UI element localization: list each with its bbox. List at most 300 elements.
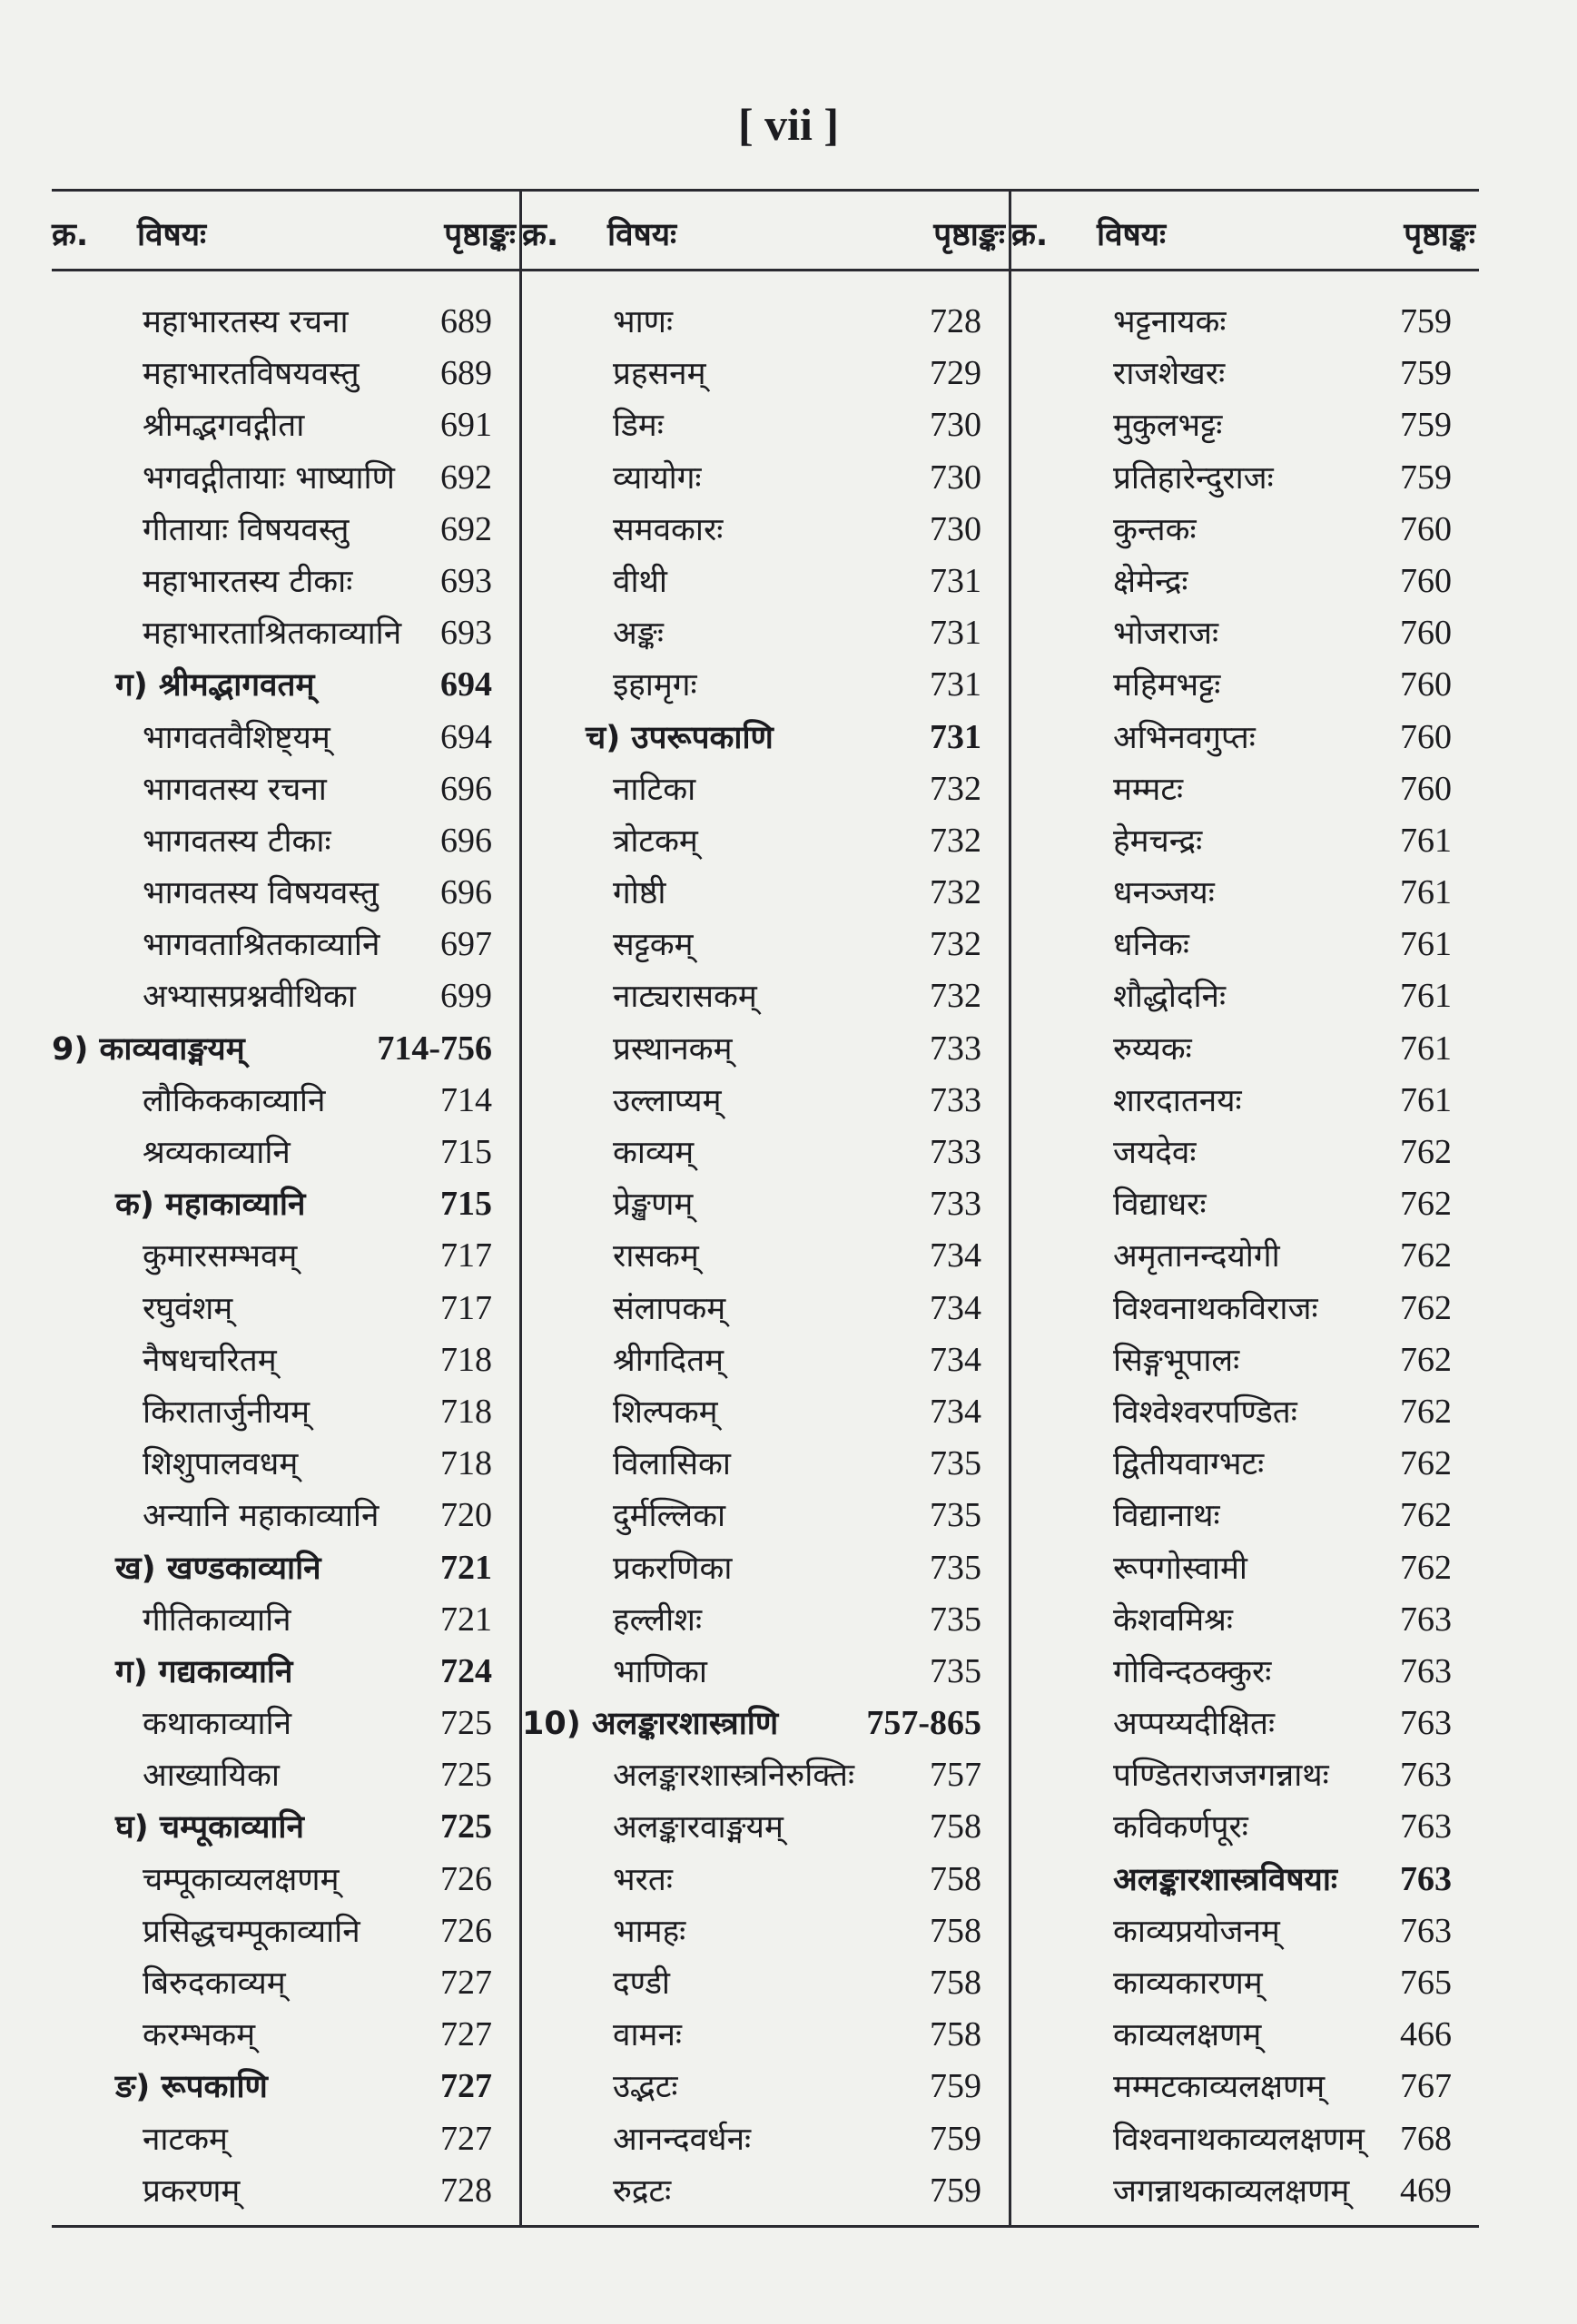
entry-page-number: 761	[1400, 1080, 1452, 1119]
index-entry	[1011, 1228, 1479, 1280]
entry-subject: मम्मटकाव्यलक्षणम्	[1113, 2069, 1326, 2106]
index-entry	[1011, 1488, 1479, 1540]
entry-subject: सिङ्गभूपालः	[1113, 1342, 1240, 1379]
entry-subject: हल्लीशः	[613, 1601, 703, 1639]
section-heading-row	[52, 657, 519, 709]
entry-page-number: 762	[1400, 1288, 1452, 1327]
entry-subject: भोजराजः	[1113, 615, 1219, 653]
entry-page-number: 734	[930, 1288, 981, 1327]
entry-subject: धनञ्जयः	[1113, 875, 1215, 912]
index-entry	[1011, 2163, 1479, 2215]
entry-page-number: 732	[930, 821, 981, 860]
index-entry	[52, 2163, 519, 2215]
entry-page-number: 760	[1400, 717, 1452, 756]
index-entry	[522, 346, 1009, 398]
entry-subject: विश्वनाथकाव्यलक्षणम्	[1113, 2121, 1365, 2158]
index-entry	[1011, 398, 1479, 449]
entry-page-number: 693	[440, 561, 492, 600]
entry-subject: व्यायोगः	[613, 459, 702, 497]
entry-page-number: 731	[930, 561, 981, 600]
entry-subject: भागवतस्य रचना	[143, 771, 327, 808]
index-column-3	[1011, 189, 1479, 2215]
index-entry	[522, 2059, 1009, 2111]
entry-subject: अमृतानन्दयोगी	[1113, 1238, 1280, 1275]
entry-page-number: 727	[440, 1964, 492, 2002]
entry-subject: अभिनवगुप्तः	[1113, 719, 1256, 756]
section-heading-row	[52, 2059, 519, 2111]
entry-page-number: 762	[1400, 1496, 1452, 1535]
entry-subject: ग) गद्यकाव्यानि	[115, 1653, 293, 1690]
entry-page-number: 718	[440, 1444, 492, 1483]
header-serial: क्र.	[1011, 217, 1049, 253]
index-entry	[52, 1852, 519, 1904]
index-entry	[522, 1333, 1009, 1384]
entry-subject: चम्पूकाव्यलक्षणम्	[143, 1861, 340, 1898]
header-serial: क्र.	[522, 217, 559, 253]
entry-page-number: 732	[930, 873, 981, 912]
index-entry	[52, 1125, 519, 1177]
entry-subject: विश्वनाथकविराजः	[1113, 1290, 1318, 1327]
entry-subject: कुमारसम्भवम्	[143, 1238, 298, 1275]
entry-page-number: 731	[930, 717, 981, 756]
entry-subject: प्रस्थानकम्	[613, 1030, 733, 1068]
entry-subject: महाभारताश्रितकाव्यानि	[143, 615, 402, 653]
entry-subject: जयदेवः	[1113, 1135, 1197, 1171]
index-entry	[52, 865, 519, 917]
header-subject: विषयः	[607, 217, 677, 253]
entry-page-number: 715	[440, 1133, 492, 1171]
entry-page-number: 761	[1400, 925, 1452, 964]
entry-subject: क्षेमेन्द्रः	[1113, 563, 1188, 600]
entry-subject: नाटकम्	[143, 2121, 228, 2158]
entry-subject: आनन्दवर्धनः	[613, 2121, 752, 2158]
entry-page-number: 763	[1400, 1911, 1452, 1950]
entry-subject: उद्भटः	[613, 2069, 678, 2106]
entry-page-number: 761	[1400, 977, 1452, 1016]
entry-subject: 10) अलङ्कारशास्त्राणि	[522, 1706, 779, 1743]
entry-subject: श्रीमद्भगवद्गीता	[143, 408, 305, 445]
index-entry	[1011, 1904, 1479, 1955]
entry-page-number: 699	[440, 977, 492, 1016]
index-entry	[52, 1228, 519, 1280]
entry-subject: भरतः	[613, 1861, 673, 1898]
entry-subject: शिशुपालवधम्	[143, 1446, 299, 1483]
entry-page-number: 726	[440, 1911, 492, 1950]
entry-subject: द्वितीयवाग्भटः	[1113, 1446, 1265, 1483]
entry-page-number: 759	[1400, 458, 1452, 497]
entry-subject: शारदातनयः	[1113, 1082, 1242, 1119]
entry-subject: शिल्पकम्	[613, 1393, 718, 1431]
section-heading-row	[522, 1696, 1009, 1748]
section-heading-row	[52, 1799, 519, 1851]
index-entry	[52, 450, 519, 502]
index-entry	[52, 917, 519, 969]
index-entry	[522, 2112, 1009, 2163]
entry-page-number: 762	[1400, 1444, 1452, 1483]
entry-list	[52, 294, 519, 2215]
index-entry	[1011, 1177, 1479, 1228]
entry-page-number: 714-756	[377, 1029, 492, 1068]
entry-page-number: 762	[1400, 1548, 1452, 1587]
entry-subject: संलापकम्	[613, 1290, 726, 1327]
index-entry	[1011, 1333, 1479, 1384]
index-entry	[1011, 762, 1479, 813]
index-entry	[52, 554, 519, 606]
entry-page-number: 760	[1400, 509, 1452, 548]
entry-page-number: 696	[440, 769, 492, 808]
entry-subject: प्रहसनम्	[613, 356, 706, 393]
index-entry	[522, 1228, 1009, 1280]
entry-subject: रघुवंशम्	[143, 1290, 233, 1327]
index-entry	[52, 1073, 519, 1125]
section-heading-row	[1011, 1852, 1479, 1904]
entry-subject: भाणिका	[613, 1653, 707, 1690]
index-entry	[522, 450, 1009, 502]
section-heading-row	[52, 1541, 519, 1592]
entry-page-number: 757-865	[866, 1704, 981, 1743]
index-entry	[1011, 1281, 1479, 1333]
entry-subject: किरातार्जुनीयम्	[143, 1393, 310, 1431]
index-entry	[522, 1541, 1009, 1592]
entry-subject: विद्यानाथः	[1113, 1498, 1220, 1535]
entry-page-number: 758	[930, 1859, 981, 1898]
entry-page-number: 761	[1400, 873, 1452, 912]
entry-page-number: 758	[930, 2015, 981, 2054]
entry-page-number: 725	[440, 1704, 492, 1743]
entry-page-number: 735	[930, 1548, 981, 1587]
entry-subject: वामनः	[613, 2017, 682, 2054]
column-header	[522, 189, 1009, 269]
index-entry	[1011, 1644, 1479, 1696]
index-entry	[522, 1852, 1009, 1904]
entry-subject: प्रकरणिका	[613, 1550, 733, 1587]
entry-subject: समवकारः	[613, 511, 724, 548]
entry-page-number: 694	[440, 665, 492, 704]
entry-subject: डिमः	[613, 408, 664, 445]
entry-page-number: 717	[440, 1236, 492, 1275]
index-entry	[1011, 294, 1479, 346]
entry-page-number: 725	[440, 1756, 492, 1795]
entry-subject: हेमचन्द्रः	[1113, 822, 1203, 860]
section-heading-row	[52, 1177, 519, 1228]
entry-subject: भाणः	[613, 304, 674, 340]
index-entry	[52, 2112, 519, 2163]
index-entry	[522, 1592, 1009, 1644]
index-entry	[52, 1436, 519, 1488]
index-entry	[1011, 1799, 1479, 1851]
entry-page-number: 760	[1400, 769, 1452, 808]
entry-subject: श्रीगदितम्	[613, 1342, 724, 1379]
index-entry	[522, 1384, 1009, 1436]
header-subject: विषयः	[137, 217, 207, 253]
index-entry	[522, 1955, 1009, 2007]
entry-subject: भट्टनायकः	[1113, 304, 1227, 340]
column-header	[52, 189, 519, 269]
entry-subject: वीथी	[613, 563, 667, 600]
entry-subject: शौद्धोदनिः	[1113, 979, 1227, 1016]
index-entry	[522, 1904, 1009, 1955]
entry-page-number: 731	[930, 665, 981, 704]
entry-subject: ख) खण्डकाव्यानि	[115, 1550, 321, 1587]
entry-page-number: 763	[1400, 1600, 1452, 1639]
index-entry	[522, 917, 1009, 969]
entry-page-number: 729	[930, 354, 981, 393]
entry-subject: 9) काव्यवाङ्मयम्	[52, 1030, 245, 1068]
entry-subject: विलासिका	[613, 1446, 731, 1483]
index-entry	[52, 969, 519, 1020]
entry-subject: गीतायाः विषयवस्तु	[143, 511, 350, 548]
header-serial: क्र.	[52, 217, 89, 253]
entry-page-number: 730	[930, 406, 981, 445]
entry-subject: प्रकरणम्	[143, 2172, 241, 2210]
index-entry	[1011, 2112, 1479, 2163]
entry-page-number: 717	[440, 1288, 492, 1327]
entry-subject: काव्यलक्षणम्	[1113, 2017, 1262, 2054]
entry-subject: महाभारतस्य रचना	[143, 304, 349, 340]
entry-page-number: 762	[1400, 1392, 1452, 1431]
entry-page-number: 758	[930, 1911, 981, 1950]
entry-subject: रासकम्	[613, 1238, 699, 1275]
entry-page-number: 727	[440, 2015, 492, 2054]
entry-subject: विश्वेश्वरपण्डितः	[1113, 1393, 1297, 1431]
entry-subject: धनिकः	[1113, 927, 1189, 964]
entry-page-number: 763	[1400, 1756, 1452, 1795]
entry-page-number: 734	[930, 1392, 981, 1431]
entry-page-number: 720	[440, 1496, 492, 1535]
entry-page-number: 694	[440, 717, 492, 756]
entry-subject: त्रोटकम्	[613, 822, 698, 860]
index-entry	[522, 1073, 1009, 1125]
entry-page-number: 732	[930, 977, 981, 1016]
index-entry	[522, 1177, 1009, 1228]
entry-subject: जगन्नाथकाव्यलक्षणम्	[1113, 2172, 1350, 2210]
entry-page-number: 761	[1400, 1029, 1452, 1068]
entry-subject: महाभारतस्य टीकाः	[143, 563, 353, 600]
index-entry	[1011, 1436, 1479, 1488]
entry-subject: भामहः	[613, 1913, 686, 1950]
index-entry	[1011, 2059, 1479, 2111]
index-entry	[522, 1488, 1009, 1540]
entry-page-number: 762	[1400, 1236, 1452, 1275]
entry-page-number: 691	[440, 406, 492, 445]
index-entry	[52, 1748, 519, 1799]
entry-page-number: 760	[1400, 614, 1452, 653]
index-entry	[522, 1644, 1009, 1696]
entry-page-number: 730	[930, 509, 981, 548]
index-entry	[52, 1696, 519, 1748]
index-entry	[1011, 1021, 1479, 1073]
entry-subject: दण्डी	[613, 1965, 671, 2002]
entry-page-number: 732	[930, 925, 981, 964]
index-entry	[522, 1125, 1009, 1177]
entry-page-number: 733	[930, 1133, 981, 1171]
index-entry	[522, 762, 1009, 813]
entry-subject: ङ) रूपकाणि	[115, 2069, 268, 2106]
entry-page-number: 733	[930, 1185, 981, 1224]
index-column-2	[522, 189, 1009, 2215]
entry-subject: दुर्मल्लिका	[613, 1498, 726, 1535]
index-entry	[522, 657, 1009, 709]
index-entry	[522, 1748, 1009, 1799]
entry-page-number: 763	[1400, 1807, 1452, 1846]
entry-subject: विद्याधरः	[1113, 1187, 1207, 1224]
entry-page-number: 760	[1400, 665, 1452, 704]
entry-page-number: 469	[1400, 2171, 1452, 2210]
entry-page-number: 735	[930, 1651, 981, 1690]
entry-page-number: 763	[1400, 1651, 1452, 1690]
entry-subject: प्रेङ्खणम्	[613, 1187, 694, 1224]
entry-subject: राजशेखरः	[1113, 356, 1226, 393]
index-entry	[52, 762, 519, 813]
entry-page-number: 693	[440, 614, 492, 653]
index-entry	[1011, 710, 1479, 762]
index-entry	[1011, 1125, 1479, 1177]
entry-subject: महिमभट्टः	[1113, 667, 1221, 704]
entry-page-number: 759	[930, 2067, 981, 2106]
entry-page-number: 725	[440, 1807, 492, 1846]
entry-subject: श्रव्यकाव्यानि	[143, 1135, 291, 1171]
entry-page-number: 733	[930, 1029, 981, 1068]
entry-page-number: 728	[440, 2171, 492, 2210]
entry-page-number: 731	[930, 614, 981, 653]
entry-subject: नाट्यरासकम्	[613, 979, 757, 1016]
index-entry	[1011, 450, 1479, 502]
index-entry	[522, 1281, 1009, 1333]
index-entry	[1011, 865, 1479, 917]
section-heading-row	[52, 1644, 519, 1696]
entry-page-number: 696	[440, 821, 492, 860]
index-entry	[522, 398, 1009, 449]
index-entry	[1011, 1073, 1479, 1125]
section-heading-row	[52, 1021, 519, 1073]
entry-subject: प्रसिद्धचम्पूकाव्यानि	[143, 1913, 360, 1950]
index-entry	[1011, 606, 1479, 657]
entry-page-number: 763	[1400, 1859, 1452, 1898]
index-entry	[522, 1021, 1009, 1073]
entry-page-number: 718	[440, 1392, 492, 1431]
entry-page-number: 735	[930, 1600, 981, 1639]
entry-subject: पण्डितराजजगन्नाथः	[1113, 1758, 1329, 1795]
entry-page-number: 689	[440, 302, 492, 340]
index-entry	[522, 2007, 1009, 2059]
entry-page-number: 727	[440, 2119, 492, 2158]
page-number: [ vii ]	[737, 99, 840, 150]
entry-page-number: 765	[1400, 1964, 1452, 2002]
entry-page-number: 758	[930, 1964, 981, 2002]
entry-page-number: 760	[1400, 561, 1452, 600]
entry-page-number: 735	[930, 1444, 981, 1483]
entry-page-number: 696	[440, 873, 492, 912]
entry-page-number: 767	[1400, 2067, 1452, 2106]
index-entry	[52, 502, 519, 554]
entry-page-number: 759	[930, 2119, 981, 2158]
entry-page-number: 718	[440, 1340, 492, 1379]
entry-page-number: 762	[1400, 1133, 1452, 1171]
entry-page-number: 759	[1400, 354, 1452, 393]
entry-subject: काव्यकारणम्	[1113, 1965, 1263, 2002]
entry-page-number: 759	[930, 2171, 981, 2210]
entry-subject: क) महाकाव्यानि	[115, 1187, 306, 1224]
entry-subject: करम्भकम्	[143, 2017, 256, 2054]
index-entry	[522, 294, 1009, 346]
index-entry	[52, 1488, 519, 1540]
entry-subject: भगवद्गीतायाः भाष्याणि	[143, 459, 395, 497]
entry-page-number: 733	[930, 1080, 981, 1119]
entry-subject: इहामृगः	[613, 667, 697, 704]
index-entry	[52, 346, 519, 398]
entry-subject: मुकुलभट्टः	[1113, 408, 1223, 445]
entry-subject: अन्यानि महाकाव्यानि	[143, 1498, 379, 1535]
header-page: पृष्ठाङ्कः	[1404, 217, 1475, 253]
entry-subject: भागवताश्रितकाव्यानि	[143, 927, 380, 964]
entry-page-number: 759	[1400, 406, 1452, 445]
entry-subject: कुन्तकः	[1113, 511, 1197, 548]
index-entry	[1011, 1748, 1479, 1799]
index-entry	[52, 813, 519, 865]
entry-subject: अलङ्कारशास्त्रविषयाः	[1113, 1861, 1337, 1898]
entry-subject: केशवमिश्रः	[1113, 1601, 1233, 1639]
index-entry	[52, 1904, 519, 1955]
bottom-rule	[52, 2225, 1479, 2228]
entry-subject: कथाकाव्यानि	[143, 1706, 292, 1743]
index-entry	[1011, 1955, 1479, 2007]
entry-page-number: 689	[440, 354, 492, 393]
index-entry	[522, 554, 1009, 606]
entry-subject: अलङ्कारशास्त्रनिरुक्तिः	[613, 1758, 855, 1795]
entry-subject: सट्टकम्	[613, 927, 694, 964]
entry-subject: गोविन्दठक्कुरः	[1113, 1653, 1272, 1690]
index-entry	[1011, 969, 1479, 1020]
header-subject: विषयः	[1097, 217, 1167, 253]
entry-page-number: 761	[1400, 821, 1452, 860]
index-entry	[52, 2007, 519, 2059]
index-entry	[1011, 554, 1479, 606]
index-entry	[1011, 1384, 1479, 1436]
section-heading-row	[522, 710, 1009, 762]
entry-page-number: 727	[440, 2067, 492, 2106]
index-entry	[52, 398, 519, 449]
entry-page-number: 721	[440, 1548, 492, 1587]
entry-page-number: 768	[1400, 2119, 1452, 2158]
entry-page-number: 692	[440, 458, 492, 497]
entry-subject: लौकिककाव्यानि	[143, 1082, 326, 1119]
entry-list	[1011, 294, 1479, 2215]
entry-subject: रूपगोस्वामी	[1113, 1550, 1247, 1587]
index-entry	[52, 1281, 519, 1333]
index-entry	[52, 710, 519, 762]
entry-subject: रुय्यकः	[1113, 1030, 1192, 1068]
entry-page-number: 730	[930, 458, 981, 497]
entry-subject: भागवतवैशिष्ट्यम्	[143, 719, 330, 756]
entry-page-number: 759	[1400, 302, 1452, 340]
entry-page-number: 735	[930, 1496, 981, 1535]
entry-page-number: 732	[930, 769, 981, 808]
entry-subject: ग) श्रीमद्भागवतम्	[115, 667, 315, 704]
entry-page-number: 762	[1400, 1185, 1452, 1224]
entry-subject: उल्लाप्यम्	[613, 1082, 722, 1119]
index-entry	[1011, 1541, 1479, 1592]
entry-subject: नाटिका	[613, 771, 696, 808]
entry-page-number: 734	[930, 1340, 981, 1379]
index-entry	[1011, 2007, 1479, 2059]
entry-page-number: 726	[440, 1859, 492, 1898]
entry-subject: गीतिकाव्यानि	[143, 1601, 291, 1639]
index-column-1	[52, 189, 519, 2215]
index-entry	[1011, 657, 1479, 709]
index-entry	[522, 502, 1009, 554]
entry-subject: अप्पय्यदीक्षितः	[1113, 1706, 1276, 1743]
entry-subject: घ) चम्पूकाव्यानि	[115, 1809, 304, 1846]
